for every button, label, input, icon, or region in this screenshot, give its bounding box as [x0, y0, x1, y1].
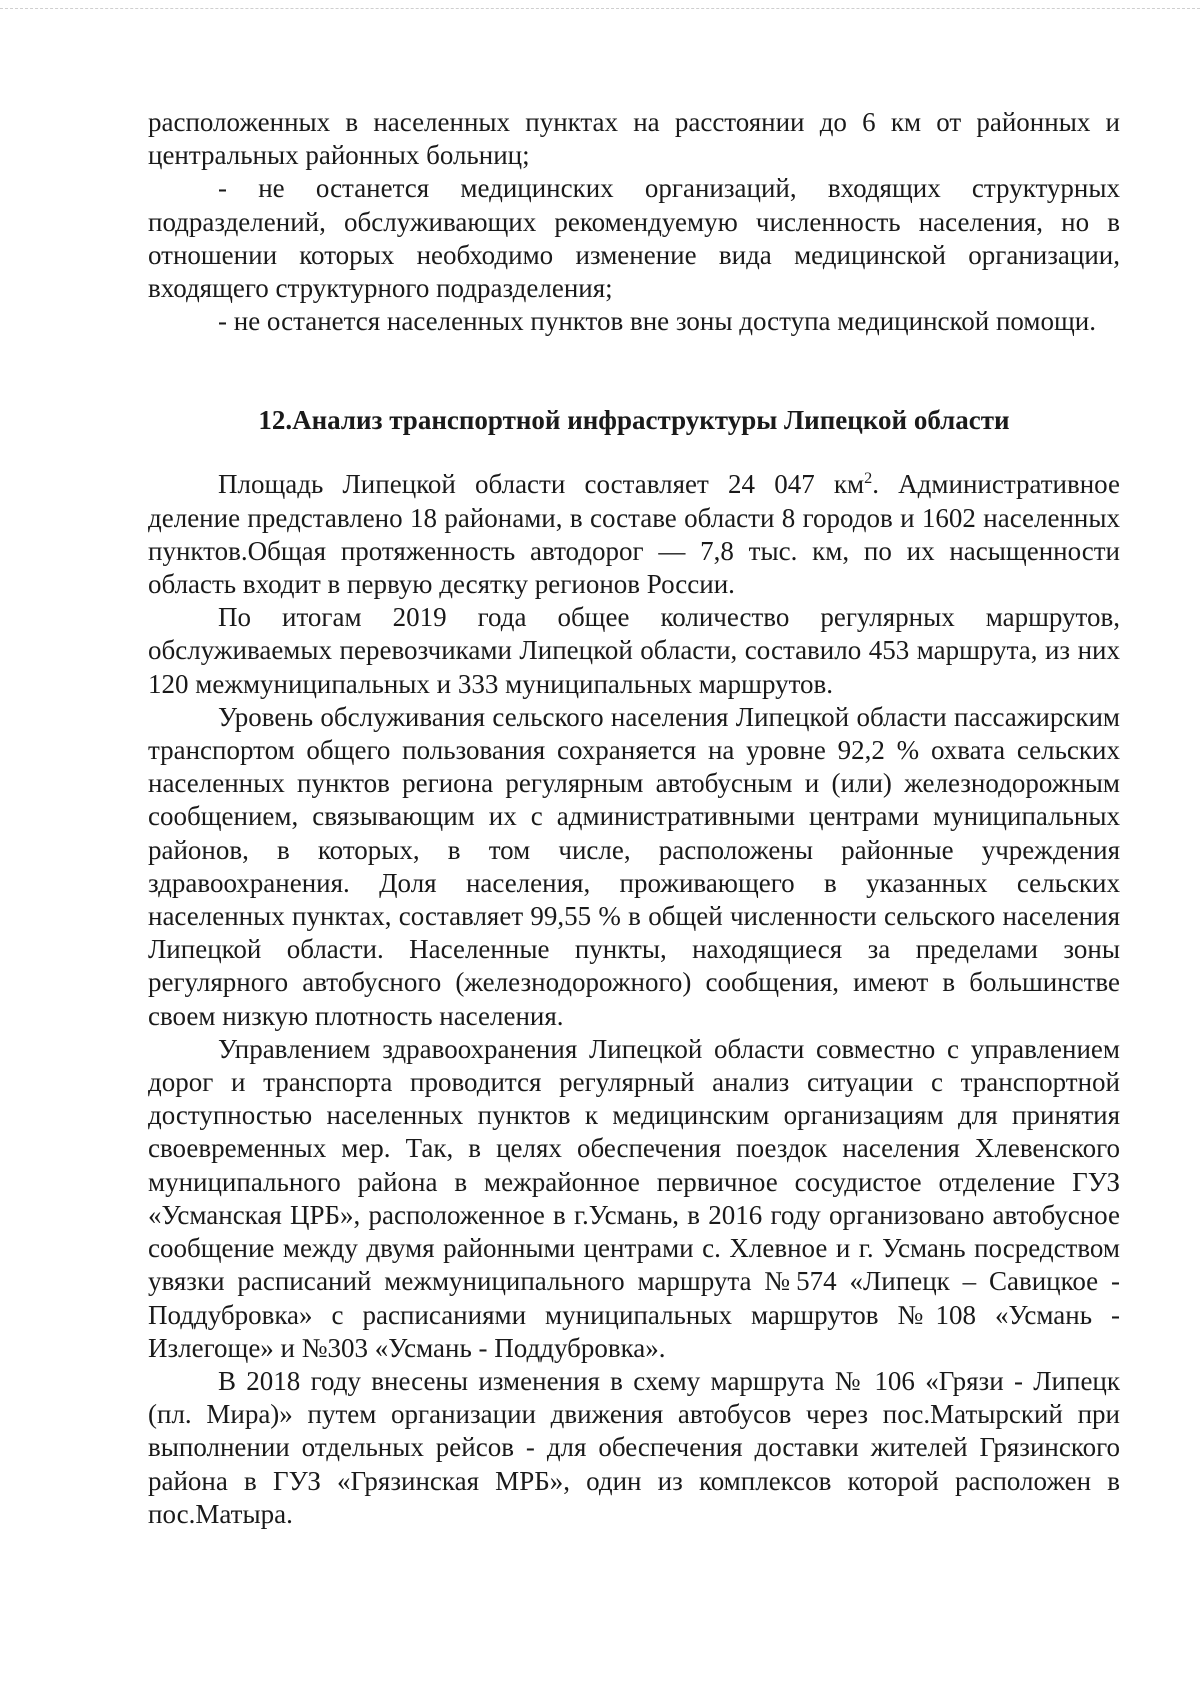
area-text-rest: . Административное деление представлено 18 районами, в составе области 8 городов и 1602 населенных пунктов.Общая протяженность автодорог — 7,8 тыс. км, по их насыщенности область входит в первую десятку регионов России. — [148, 469, 1120, 600]
continuation-paragraph: расположенных в населенных пунктах на расстоянии до 6 км от районных и центральных районных больниц; — [148, 107, 1120, 171]
area-text: Площадь Липецкой области составляет 24 047 км — [218, 469, 865, 500]
bullet-item-2: - не останется населенных пунктов вне зоны доступа медицинской помощи. — [218, 306, 1096, 337]
area-superscript: 2 — [864, 469, 873, 488]
paragraph-rural-service: Уровень обслуживания сельского населения Липецкой области пассажирским транспортом общего пользования сохраняется на уровне 92,2 % охвата сельских населенных пунктов региона регулярным автобусным и (или) железнодорожным сообщением, связывающим их с административными центрами муниципальных районов, в которых, в том числе, расположены районные учреждения здравоохранения. Доля населения, проживающего в указанных сельских населенных пунктах, составляет 99,55 % в общей численности сельского населения Липецкой области. Населенные пункты, находящиеся за пределами зоны регулярного автобусного (железнодорожного) сообщения, имеют в большинстве своем низкую плотность населения. — [148, 701, 1120, 1031]
paragraph-health-administration: Управлением здравоохранения Липецкой области совместно с управлением дорог и транспорта проводится регулярный анализ ситуации с транспортной доступностью населенных пунктов к медицинским организациям для принятия своевременных мер. Так, в целях обеспечения поездок населения Хлевенского муниципального района в межрайонное первичное сосудистое отделение ГУЗ «Усманская ЦРБ», расположенное в г.Усмань, в 2016 году организовано автобусное сообщение между двумя районными центрами с. Хлевное и г. Усмань посредством увязки расписаний межмуниципального маршрута №574 «Липецк – Савицкое - Поддубровка» с расписаниями муниципальных маршрутов №108 «Усмань - Излегоще» и №303 «Усмань - Поддубровка». — [148, 1033, 1120, 1363]
bullet-item-1: - не останется медицинских организаций, входящих структурных подразделений, обслуживающих рекомендуемую численность населения, но в отношении которых необходимо изменение вида медицинской организации, входящего структурного подразделения; — [148, 173, 1120, 304]
scan-edge-line — [0, 8, 1200, 9]
paragraph-routes: По итогам 2019 года общее количество регулярных маршрутов, обслуживаемых перевозчиками Липецкой области, составило 453 маршрута, из них 120 межмуниципальных и 333 муниципальных маршрутов. — [148, 602, 1120, 699]
paragraph-area — [148, 468, 1120, 601]
document-body — [148, 106, 1120, 1531]
paragraph-route-106: В 2018 году внесены изменения в схему маршрута № 106 «Грязи - Липецк (пл. Мира)» путем организации движения автобусов через пос.Матырский при выполнении отдельных рейсов - для обеспечения доставки жителей Грязинского района в ГУЗ «Грязинская МРБ», один из комплексов которой расположен в пос.Матыра. — [148, 1365, 1120, 1529]
section-heading: 12.Анализ транспортной инфраструктуры Липецкой области — [258, 405, 1010, 436]
